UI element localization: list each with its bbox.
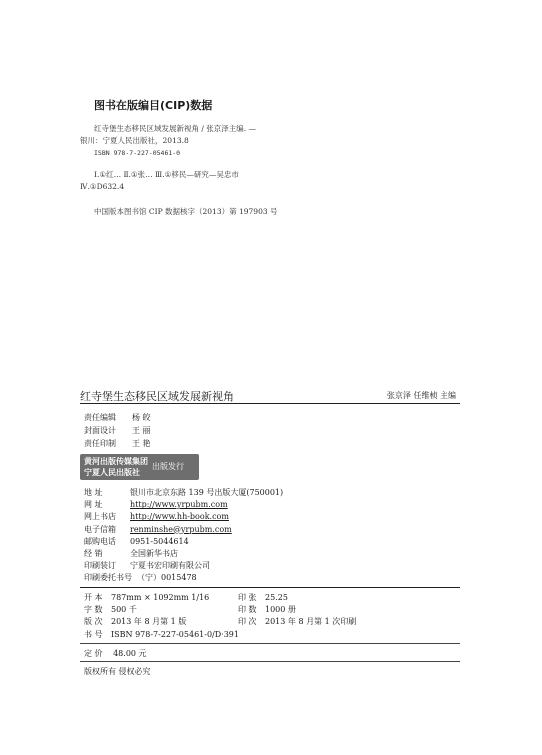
spec-label: 印 张 — [238, 593, 257, 602]
price-value: 48.00 元 — [113, 649, 147, 658]
info-row — [84, 572, 283, 584]
info-label: 网 址 — [84, 500, 103, 510]
info-label: 经 销 — [84, 549, 103, 559]
price-label: 定 价 — [84, 649, 103, 658]
staff-row — [84, 411, 151, 424]
spec-value: ISBN 978-7-227-05461-0/D·391 — [111, 629, 239, 639]
cip-line-6: 中国版本图书馆 CIP 数据核字（2013）第 197903 号 — [94, 207, 278, 216]
info-value: 宁夏书宏印刷有限公司 — [130, 561, 210, 571]
info-label: 网上书店 — [84, 512, 116, 522]
spec-value: 2013 年 8 月第 1 次印刷 — [265, 617, 357, 627]
publisher-issue: 出版发行 — [152, 462, 184, 471]
copyright-notice: 版权所有 侵权必究 — [84, 667, 151, 676]
publisher-group: 黄河出版传媒集团 — [84, 456, 148, 466]
cip-line-5: Ⅳ.①D632.4 — [80, 182, 125, 191]
info-row — [84, 548, 283, 560]
spec-label: 字 数 — [84, 605, 103, 615]
publisher-names — [84, 456, 148, 478]
spec-label: 版 次 — [84, 617, 103, 627]
book-title: 红寺堡生态移民区域发展新视角 — [80, 390, 234, 403]
cip-title: 图书在版编目(CIP)数据 — [94, 99, 213, 112]
spec-label: 开 本 — [84, 593, 103, 602]
divider — [80, 643, 460, 644]
info-row — [84, 511, 283, 523]
spec-value: 787mm × 1092mm 1/16 — [111, 593, 210, 602]
divider — [80, 403, 460, 404]
staff-list — [84, 411, 151, 450]
spec-row — [84, 629, 356, 641]
cip-line-1: 红寺堡生态移民区域发展新视角 / 张京泽主编. — — [94, 124, 257, 133]
cip-isbn: ISBN 978-7-227-05461-0 — [94, 149, 181, 157]
staff-role: 责任印制 — [84, 439, 116, 448]
bookstore-link[interactable]: http://www.hh-book.com — [130, 512, 229, 522]
info-row — [84, 487, 283, 499]
website-link[interactable]: http://www.yrpubm.com — [130, 500, 228, 510]
spec-row — [84, 616, 356, 628]
divider — [80, 587, 460, 588]
cip-line-2: 银川：宁夏人民出版社，2013.8 — [80, 136, 189, 145]
info-label: 邮购电话 — [84, 536, 116, 546]
info-row — [84, 560, 283, 572]
email-link[interactable]: renminshe@yrpubm.com — [130, 524, 232, 534]
spec-value: 25.25 — [265, 593, 288, 602]
staff-role: 责任编辑 — [84, 413, 116, 422]
info-row — [84, 524, 283, 536]
spec-value: 2013 年 8 月第 1 版 — [111, 617, 187, 627]
info-label: 地 址 — [84, 488, 103, 497]
info-value: 0951-5044614 — [130, 536, 189, 546]
divider — [80, 661, 460, 662]
info-value: 银川市北京东路 139 号出版大厦(750001) — [130, 488, 284, 497]
info-label: 电子信箱 — [84, 524, 116, 534]
spec-row — [84, 592, 356, 604]
publisher-badge — [80, 454, 199, 480]
info-label: 印刷委托书号 — [84, 573, 132, 583]
staff-row — [84, 424, 151, 437]
spec-label: 印 次 — [238, 617, 257, 627]
contact-info — [84, 487, 283, 585]
info-value: 全国新华书店 — [130, 549, 178, 559]
cip-line-4: Ⅰ.①红… Ⅱ.①张… Ⅲ.①移民—研究—吴忠市 — [94, 170, 239, 179]
spec-row — [84, 604, 356, 616]
info-row — [84, 536, 283, 548]
spec-label: 书 号 — [84, 629, 103, 639]
spec-table — [84, 592, 356, 641]
spec-value: 500 千 — [111, 605, 137, 615]
staff-row — [84, 437, 151, 450]
staff-role: 封面设计 — [84, 426, 116, 435]
staff-name: 王 艳 — [132, 439, 151, 448]
book-editors: 张京泽 任维桢 主编 — [386, 391, 456, 400]
price — [84, 648, 147, 659]
staff-name: 王 丽 — [132, 426, 151, 435]
spec-value: 1000 册 — [265, 605, 296, 615]
staff-name: 杨 皎 — [132, 413, 151, 422]
spec-label: 印 数 — [238, 605, 257, 615]
publisher-press: 宁夏人民出版社 — [84, 467, 140, 477]
info-value: （宁）0015478 — [137, 573, 197, 583]
info-label: 印刷装订 — [84, 561, 116, 571]
info-row — [84, 499, 283, 511]
